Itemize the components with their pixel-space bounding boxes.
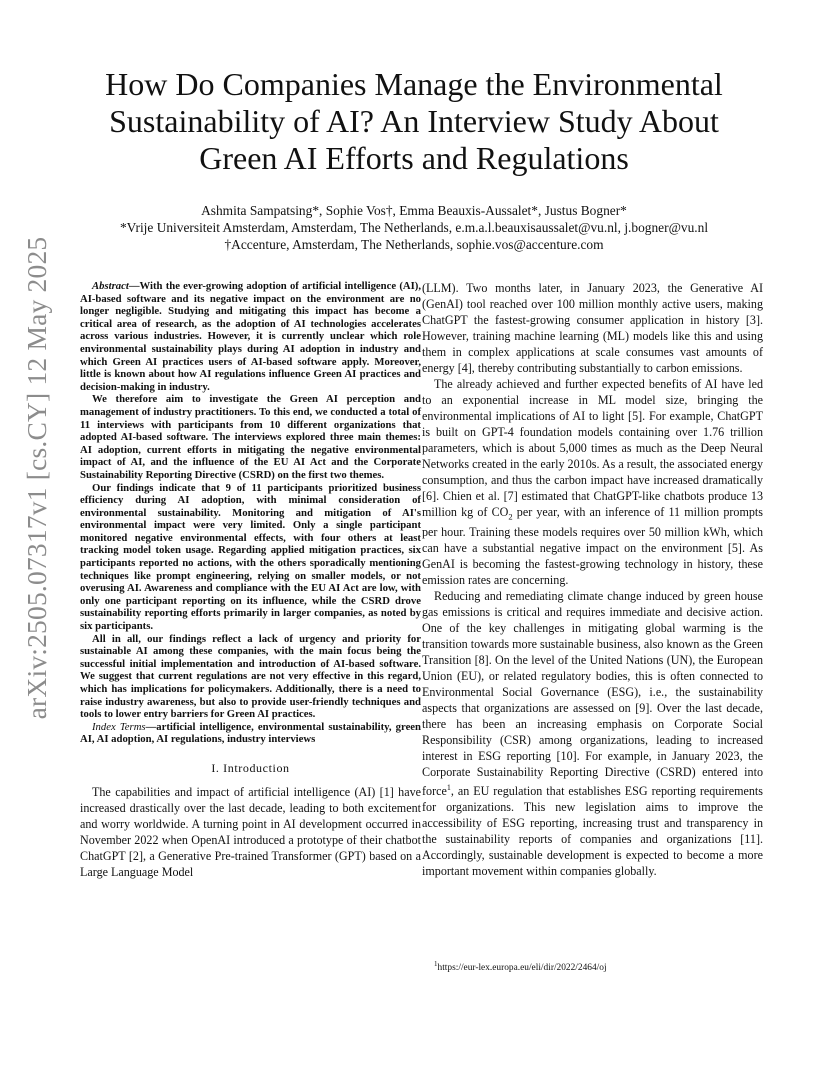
footnote-reference: 1 [446,783,451,793]
section-heading-introduction: I. Introduction [211,760,290,775]
abstract-paragraph-3: Our findings indicate that 9 of 11 participants prioritized business efficiency during AI adoption, with minimal consideration of environmental sustainability. Monitoring and mitigation of AI's environmental impact were very limited. Only a single participant monitored negative environmental effects, with four others at least tracking model token usage. Regarding applied mitigation practices, six participants reported no actions, with the others sporadically mentioning techniques like prompt engineering, relying on smaller models, or not overusing AI. Awareness and compliance with the EU AI Act are low, with only one participant reporting on its influence, while the CSRD drove sustainability reporting efforts primarily in larger companies, as noted by six participants. [80,481,421,633]
abstract-text-1: —With the ever-growing adoption of artificial intelligence (AI), AI-based software and its negative impact on the environment are no longer negligible. Studying and mitigating this impact has become a critical area of research, as the adoption of AI technologies accelerates across various industries. However, it is currently unclear which role environmental sustainability plays during AI adoption in industry and which Green AI practices users of AI-based software apply. Moreover, little is known about how AI regulations influence Green AI practices and decision-making in industry. [80,280,421,393]
author-affiliation-vu: *Vrije Universiteit Amsterdam, Amsterdam, The Netherlands, e.m.a.l.beauxisaussalet@vu.nl, j.bogner@vu.nl [119,220,709,235]
footnote-mark: 1 [434,960,438,968]
climate-text-b: , an EU regulation that establishes ESG reporting requirements for organizations. This new legislation aims to improve the accessibility of ESG reporting, increasing trust and transparency in the sustainability reports of companies and organizations [11]. Accordingly, sustainable development is expected to become a more important movement within companies globally. [422,784,763,879]
abstract-paragraph-4: All in all, our findings reflect a lack of urgency and priority for sustainable AI among these companies, with the main focus being the successful initial implementation and introduction of AI-based software. We suggest that current regulations are not very effective in this regard, which has implications for policymakers. Additionally, there is a need to raise industry awareness, but also to provide user-friendly techniques and tools to lower entry barriers for Green AI practices. [80,632,421,721]
index-terms [80,721,421,746]
author-names: Ashmita Sampatsing*, Sophie Vos†, Emma Beauxis-Aussalet*, Justus Bogner* [201,203,627,218]
model-size-text-b: per year, with an inference of 11 million prompts per hour. Training these models requires over 50 million kWh, which can have a substantial negative impact on the environment [5]. As GenAI is becoming the fastest-growing technology in history, these emission rates are concerning. [422,505,763,588]
author-block [90,202,738,253]
model-size-text-a: The already achieved and further expected benefits of AI have led to an exponential increase in ML model size, bringing the environmental implications of AI to light [5]. For example, ChatGPT is built on GPT-4 foundation models containing over 1.76 trillion parameters, which is about 5,000 times as much as the Deep Neural Networks created in the early 2010s. As a result, the associated energy consumption, and thus the carbon impact have increased dramatically [6]. Chien et al. [7] estimated that ChatGPT-like chatbots produce 13 million kg of CO [422,377,763,519]
left-column [80,280,421,880]
paper-title: How Do Companies Manage the Environmental Sustainability of AI? An Interview Study About Green AI Efforts and Regulations [105,66,723,176]
intro-paragraph-climate [422,588,763,879]
arxiv-identifier-text: arXiv:2505.07317v1 [cs.CY] 12 May 2025 [21,236,52,720]
climate-text-a: Reducing and remediating climate change induced by green house gas emissions is critical and requires immediate and decisive action. One of the key challenges in mitigating global warming is the transition towards more sustainable business, also known as the Green Transition [8]. On the level of the United Nations (UN), the European Union (EU), or related regulatory bodies, this is often connected to Environmental Social Governance (ESG), i.e., the sustainability aspects that organizations are assessed on [9]. Over the last decade, there has been an increasing emphasis on Corporate Social Responsibility (CSR) among organizations, leading to increased interest in ESG reporting [10]. For example, in January 2023, the Corporate Sustainability Reporting Directive (CSRD) entered into force [422,589,763,799]
intro-paragraph-model-size [422,376,763,588]
abstract [80,280,421,746]
intro-paragraph-left: The capabilities and impact of artificial intelligence (AI) [1] have increased drastically over the last decade, leading to both excitement and worry worldwide. A turning point in AI development occurred in November 2022 when OpenAI introduced a prototype of their chatbot ChatGPT [2], a Generative Pre-trained Transformer (GPT) based on a Large Language Model [80,784,421,879]
intro-paragraph-continuation: (LLM). Two months later, in January 2023, the Generative AI (GenAI) tool reached over 100 million monthly active users, making ChatGPT the fastest-growing consumer application in history [3]. However, training machine learning (ML) models like this and using them in complex applications at scale consumes vast amounts of energy [4], thereby contributing substantially to carbon emissions. [422,281,763,375]
abstract-label: Abstract [92,280,129,292]
footnote [434,958,814,974]
footnote-url: https://eur-lex.europa.eu/eli/dir/2022/2464/oj [437,963,607,974]
author-affiliation-accenture: †Accenture, Amsterdam, The Netherlands, sophie.vos@accenture.com [224,237,604,252]
abstract-paragraph-1 [80,280,421,393]
abstract-paragraph-2: We therefore aim to investigate the Green AI perception and management of industry practitioners. To this end, we conducted a total of 11 interviews with participants from 10 different organizations that adopted AI-based software. The interviews explored three main themes: AI adoption, current efforts in mitigating the negative environmental impact of AI, and the influence of the EU AI Act and the Corporate Sustainability Reporting Directive (CSRD) on the first two themes. [80,393,421,481]
right-column [422,280,763,879]
index-terms-label: Index Terms [92,720,146,733]
index-terms-text: —artificial intelligence, environmental sustainability, green AI, AI adoption, AI regulations, industry interviews [80,720,421,746]
co2-subscript: 2 [508,511,513,522]
